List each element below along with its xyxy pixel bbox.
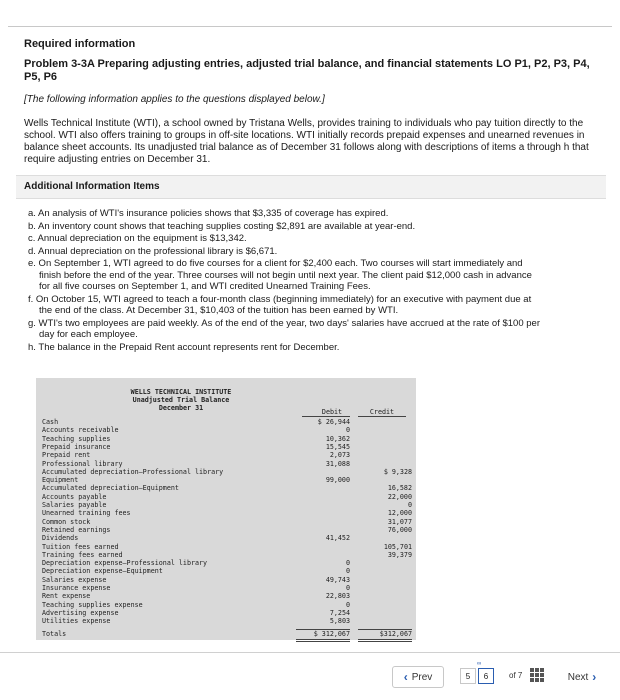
tb-account: Teaching supplies (42, 434, 111, 443)
tb-row (42, 601, 412, 609)
tb-rule (358, 416, 406, 417)
tb-row (42, 476, 412, 484)
unadjusted-trial-balance (36, 378, 416, 640)
tb-debit: 22,803 (325, 592, 350, 601)
tb-title: Unadjusted Trial Balance (132, 396, 230, 404)
tb-rule (296, 641, 350, 642)
item-line: f. On October 15, WTI agreed to teach a four-month class (beginning immediately) for an executive with payment due at (28, 293, 532, 305)
next-button[interactable] (556, 666, 608, 688)
tb-row (42, 518, 412, 526)
tb-debit: 0 (345, 584, 350, 592)
tb-credit: 16,582 (387, 484, 412, 493)
tb-credit: 22,000 (387, 492, 412, 501)
next-label: Next (567, 671, 589, 683)
tb-credit-header: Credit (369, 408, 395, 416)
tb-debit: 5,803 (329, 617, 350, 626)
tb-account: Professional library (42, 459, 123, 468)
applies-note: [The following information applies to the questions displayed below.] (24, 94, 325, 105)
tb-account: Rent expense (42, 592, 91, 601)
tb-account: Depreciation expense—Equipment (42, 567, 163, 576)
tb-row (42, 551, 412, 559)
item-line: g. WTI's two employees are paid weekly. As of the end of the year, two days' salaries have accrued at the rate of $100 per (28, 317, 540, 329)
tb-debit: 31,088 (325, 459, 350, 468)
intro-paragraph: Wells Technical Institute (WTI), a school owned by Tristana Wells, provides training to individuals who pay tuition directly to the school. WTI also offers training to groups in off-site locations. WTI initially records prepaid expenses and unearned revenues in balance sheet accounts. Its unadjusted trial balance as of December 31 follows along with descriptions of items a through h that require adjusting entries on December 31. (24, 118, 589, 165)
tb-row (42, 509, 412, 517)
tb-credit: 12,000 (387, 509, 412, 518)
additional-item (28, 318, 603, 341)
tb-row (42, 468, 412, 476)
tb-credit: $ 9,328 (383, 467, 412, 476)
tb-row (42, 617, 412, 625)
top-divider (8, 26, 612, 27)
tb-account: Equipment (42, 476, 79, 485)
tb-account: Unearned training fees (42, 509, 131, 518)
tb-credit: 76,000 (387, 525, 412, 534)
tb-rule (296, 629, 350, 630)
additional-item (28, 221, 603, 233)
problem-title: Problem 3-3A Preparing adjusting entries, adjusted trial balance, and financial statements LO P1, P2, P3, P4, P5, P6 (24, 58, 590, 83)
pager-divider (0, 652, 620, 653)
tb-debit: 49,743 (325, 575, 350, 584)
grid-icon[interactable] (530, 668, 544, 682)
additional-item (28, 342, 603, 354)
tb-account: Accounts receivable (42, 426, 119, 435)
tb-debit: 15,545 (325, 442, 350, 451)
tb-row (42, 435, 412, 443)
chevron-left-icon: ‹ (403, 670, 408, 684)
tb-debit: 99,000 (325, 476, 350, 485)
tb-row (42, 630, 412, 638)
tb-credit: 39,379 (387, 550, 412, 559)
prev-label: Prev (411, 671, 433, 683)
page-count: of 7 (509, 671, 523, 680)
tb-credit: 31,077 (387, 517, 412, 526)
tb-account: Prepaid rent (42, 451, 91, 460)
item-line: a. An analysis of WTI's insurance policies shows that $3,335 of coverage has expired. (28, 208, 389, 219)
tb-row (42, 584, 412, 592)
tb-rule (296, 639, 350, 640)
tb-account: Retained earnings (42, 525, 111, 534)
item-line: h. The balance in the Prepaid Rent account represents rent for December. (28, 341, 340, 353)
tb-row (42, 443, 412, 451)
additional-item (28, 246, 603, 258)
item-line: d. Annual depreciation on the professional library is $6,671. (28, 245, 278, 257)
tb-row (42, 576, 412, 584)
tb-row (42, 609, 412, 617)
tb-debit-header: Debit (321, 408, 343, 416)
tb-rule (358, 639, 412, 640)
prev-button[interactable] (392, 666, 444, 688)
tb-debit: 0 (345, 426, 350, 435)
item-line: c. Annual depreciation on the equipment is $13,342. (28, 233, 247, 244)
tb-debit: 41,452 (325, 534, 350, 543)
item-line: b. An inventory count shows that teaching supplies costing $2,891 are available at year-end. (28, 220, 416, 232)
tb-account: Accumulated depreciation—Professional library (42, 467, 224, 476)
tb-row (42, 493, 412, 501)
tb-account: Prepaid insurance (42, 442, 111, 451)
tb-debit: 2,073 (329, 451, 350, 460)
tb-account: Advertising expense (42, 608, 119, 617)
tb-account: Salaries payable (42, 501, 107, 509)
tb-account: Teaching supplies expense (42, 600, 143, 609)
page-5-button[interactable]: 5 (460, 668, 476, 684)
tb-account: Tuition fees earned (42, 542, 119, 551)
item-line: finish before the end of the year. Three courses will not begin until next year. The client paid $12,000 cash in advance (39, 269, 532, 281)
tb-account: Training fees earned (42, 550, 123, 559)
tb-account: Insurance expense (42, 584, 111, 592)
tb-account: Common stock (42, 517, 91, 526)
tb-row (42, 460, 412, 468)
tb-company: WELLS TECHNICAL INSTITUTE (130, 388, 232, 396)
tb-credit: 0 (407, 501, 412, 509)
additional-item (28, 208, 603, 220)
current-page-marker: ∞ (477, 661, 482, 667)
tb-row (42, 418, 412, 426)
tb-account: Utilities expense (42, 617, 111, 626)
page-6-button[interactable]: 6 (478, 668, 494, 684)
tb-credit: $312,067 (379, 629, 412, 638)
additional-info-title: Additional Information Items (24, 181, 160, 192)
item-line: day for each employee. (39, 329, 138, 340)
tb-row (42, 526, 412, 534)
tb-row (42, 567, 412, 575)
tb-row (42, 534, 412, 542)
additional-item (28, 294, 603, 317)
item-line: the end of the class. At December 31, $10,403 of the tuition has been earned by WTI. (39, 305, 399, 316)
tb-debit: 7,254 (329, 608, 350, 617)
tb-credit: 105,701 (383, 542, 412, 551)
tb-debit: 0 (345, 600, 350, 609)
tb-debit: $ 26,944 (317, 418, 350, 426)
tb-account: Cash (42, 418, 59, 426)
tb-account: Depreciation expense—Professional library (42, 559, 208, 568)
tb-rule (358, 641, 412, 642)
tb-row (42, 451, 412, 459)
tb-debit: 0 (345, 559, 350, 568)
required-information-heading: Required information (24, 38, 136, 50)
tb-account: Accounts payable (42, 492, 107, 501)
tb-debit: 10,362 (325, 434, 350, 443)
tb-row (42, 501, 412, 509)
tb-row (42, 426, 412, 434)
tb-row (42, 543, 412, 551)
tb-account: Totals (42, 629, 67, 638)
item-line: e. On September 1, WTI agreed to do five courses for a client for $2,400 each. Two courses will start immediately and (28, 258, 523, 269)
tb-row (42, 484, 412, 492)
additional-item (28, 233, 603, 245)
additional-item (28, 258, 603, 293)
chevron-right-icon: › (592, 670, 597, 684)
tb-account: Dividends (42, 534, 79, 543)
tb-rule (358, 629, 412, 630)
tb-debit: $ 312,067 (313, 629, 350, 638)
tb-debit: 0 (345, 567, 350, 576)
tb-row (42, 592, 412, 600)
tb-account: Accumulated depreciation—Equipment (42, 484, 179, 493)
tb-row (42, 559, 412, 567)
additional-items-list (28, 208, 603, 354)
tb-date: December 31 (158, 404, 204, 412)
item-line: for all five courses on September 1, and WTI credited Unearned Training Fees. (39, 281, 371, 292)
tb-account: Salaries expense (42, 575, 107, 584)
tb-rule (302, 416, 350, 417)
